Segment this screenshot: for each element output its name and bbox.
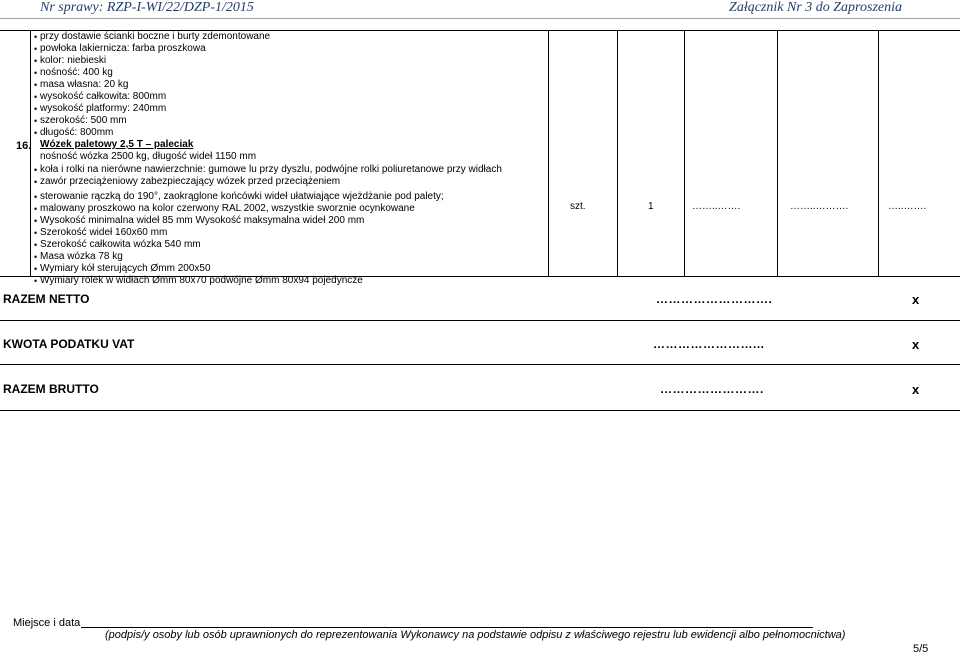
spec-item: • Wysokość minimalna wideł 85 mm Wysokość maksymalna wideł 200 mm <box>34 215 544 227</box>
unit-cell: szt. <box>570 201 586 212</box>
spec-item: • sterowanie rączką do 190°, zaokrąglone końcówki wideł ułatwiające wjeżdżanie pod palety; <box>34 191 544 203</box>
spec-item: • przy dostawie ścianki boczne i burty zdemontowane <box>34 31 544 43</box>
total-net-label: RAZEM NETTO <box>3 292 90 306</box>
spec-item: • Masa wózka 78 kg <box>34 251 544 263</box>
spec-item: • Wymiary kół sterujących Ømm 200x50 <box>34 263 544 275</box>
table-row-border <box>0 320 960 321</box>
net-value-cell: ……..………. <box>790 201 849 212</box>
table-col-divider <box>617 30 618 276</box>
spec-item: • koła i rolki na nierówne nawierzchnie: gumowe lu przy dyszlu, podwójne rolki poliuretanowe przy widłach <box>34 164 544 176</box>
spec-item: • powłoka lakiernicza: farba proszkowa <box>34 43 544 55</box>
total-gross-x: x <box>912 382 920 397</box>
unit-price-cell: ……..……. <box>692 201 741 212</box>
spec-item: • nośność: 400 kg <box>34 67 544 79</box>
document-case-number: Nr sprawy: RZP-I-WI/22/DZP-1/2015 <box>40 0 254 15</box>
spec-item: • malowany proszkowo na kolor czerwony RAL 2002, wszystkie sworznie ocynkowane <box>34 203 544 215</box>
spec-item: • długość: 800mm <box>34 127 544 139</box>
table-col-divider <box>777 30 778 276</box>
table-col-divider <box>30 30 31 276</box>
attachment-label: Załącznik Nr 3 do Zaproszenia <box>729 0 902 15</box>
table-col-divider <box>548 30 549 276</box>
place-date-label: Miejsce i data <box>13 617 81 629</box>
spec-item: • Szerokość całkowita wózka 540 mm <box>34 239 544 251</box>
vat-amount-x: x <box>912 337 920 352</box>
signature-note: (podpis/y osoby lub osób uprawnionych do reprezentowania Wykonawcy na podstawie odpisu z właściwego rejestru lub ewidencji albo pełnomocnictwa) <box>105 629 846 641</box>
vat-amount-value: ……………………... <box>653 337 765 351</box>
product-title: Wózek paletowy 2,5 T – paleciak <box>40 139 194 150</box>
table-row-border <box>0 364 960 365</box>
total-net-value: ………………………. <box>656 292 773 306</box>
table-bottom-border <box>0 410 960 411</box>
spec-item: • kolor: niebieski <box>34 55 544 67</box>
row-number: 16. <box>16 140 32 152</box>
signature-line <box>81 627 813 628</box>
total-gross-label: RAZEM BRUTTO <box>3 382 99 396</box>
spec-item: • wysokość całkowita: 800mm <box>34 91 544 103</box>
quantity-cell: 1 <box>648 201 654 212</box>
spec-item: • wysokość platformy: 240mm <box>34 103 544 115</box>
page-number: 5/5 <box>913 643 929 655</box>
header-divider <box>0 18 960 19</box>
vat-amount-label: KWOTA PODATKU VAT <box>3 337 135 351</box>
table-col-divider <box>684 30 685 276</box>
total-net-x: x <box>912 292 920 307</box>
total-gross-value: ……………………. <box>660 382 764 396</box>
product-spec-list <box>34 31 544 287</box>
spec-item: • masa własna: 20 kg <box>34 79 544 91</box>
table-col-divider <box>878 30 879 276</box>
spec-item: • Wymiary rolek w widłach Ømm 80x70 podwójne Ømm 80x94 pojedyncze <box>34 275 544 287</box>
vat-cell: …..……. <box>888 201 927 212</box>
spec-item: • szerokość: 500 mm <box>34 115 544 127</box>
spec-item: • zawór przeciążeniowy zabezpieczający wózek przed przeciążeniem <box>34 176 544 188</box>
spec-item: • Szerokość wideł 160x60 mm <box>34 227 544 239</box>
spec-item: nośność wózka 2500 kg, długość wideł 1150 mm <box>40 151 257 162</box>
